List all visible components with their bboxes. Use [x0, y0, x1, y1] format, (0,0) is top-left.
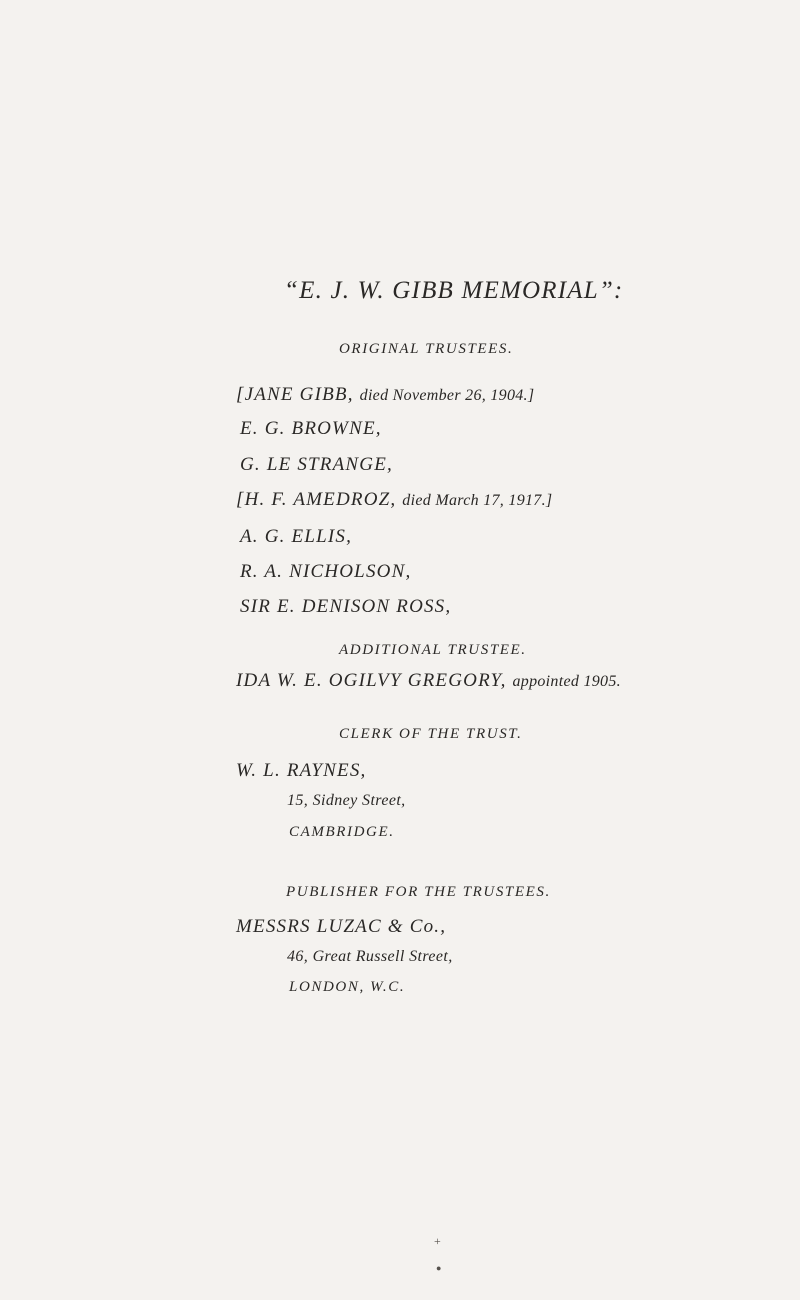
additional-trustee-entry [236, 671, 621, 690]
trustee-name: [H. F. AMEDROZ, [236, 489, 397, 510]
publisher-name: MESSRS LUZAC & Co., [236, 916, 447, 937]
publisher-address-line: 46, Great Russell Street, [287, 948, 453, 965]
trustee-entry [240, 455, 393, 474]
trustee-entry [240, 419, 382, 438]
trustee-entry [236, 385, 534, 404]
ink-speck-icon: + [434, 1234, 441, 1248]
clerk-heading: CLERK OF THE TRUST. [339, 726, 523, 742]
trustee-note: died March 17, 1917.] [402, 492, 553, 509]
trustee-entry [240, 597, 451, 616]
trustee-entry [240, 527, 352, 546]
trustee-name: G. LE STRANGE, [240, 454, 393, 475]
trustee-entry [240, 562, 411, 581]
clerk-name: W. L. RAYNES, [236, 760, 367, 781]
ink-dot-icon: ● [436, 1263, 442, 1273]
memorial-title: “E. J. W. GIBB MEMORIAL”: [284, 277, 624, 304]
trustee-name: R. A. NICHOLSON, [240, 561, 412, 582]
trustee-name: [JANE GIBB, [236, 384, 354, 405]
clerk-address-line: 15, Sidney Street, [287, 792, 406, 809]
trustee-note: died November 26, 1904.] [359, 387, 535, 404]
clerk-city: CAMBRIDGE. [289, 824, 395, 840]
trustee-name: A. G. ELLIS, [240, 526, 353, 547]
additional-trustee-name: IDA W. E. OGILVY GREGORY, [236, 670, 507, 691]
additional-trustee-heading: ADDITIONAL TRUSTEE. [339, 642, 527, 658]
publisher-heading: PUBLISHER FOR THE TRUSTEES. [286, 884, 551, 900]
trustee-name: E. G. BROWNE, [240, 418, 382, 439]
publisher-city: LONDON, W.C. [289, 979, 406, 995]
original-trustees-heading: ORIGINAL TRUSTEES. [339, 341, 514, 357]
additional-trustee-note: appointed 1905. [512, 673, 621, 690]
trustee-entry [236, 490, 552, 509]
trustee-name: SIR E. DENISON ROSS, [240, 596, 452, 617]
